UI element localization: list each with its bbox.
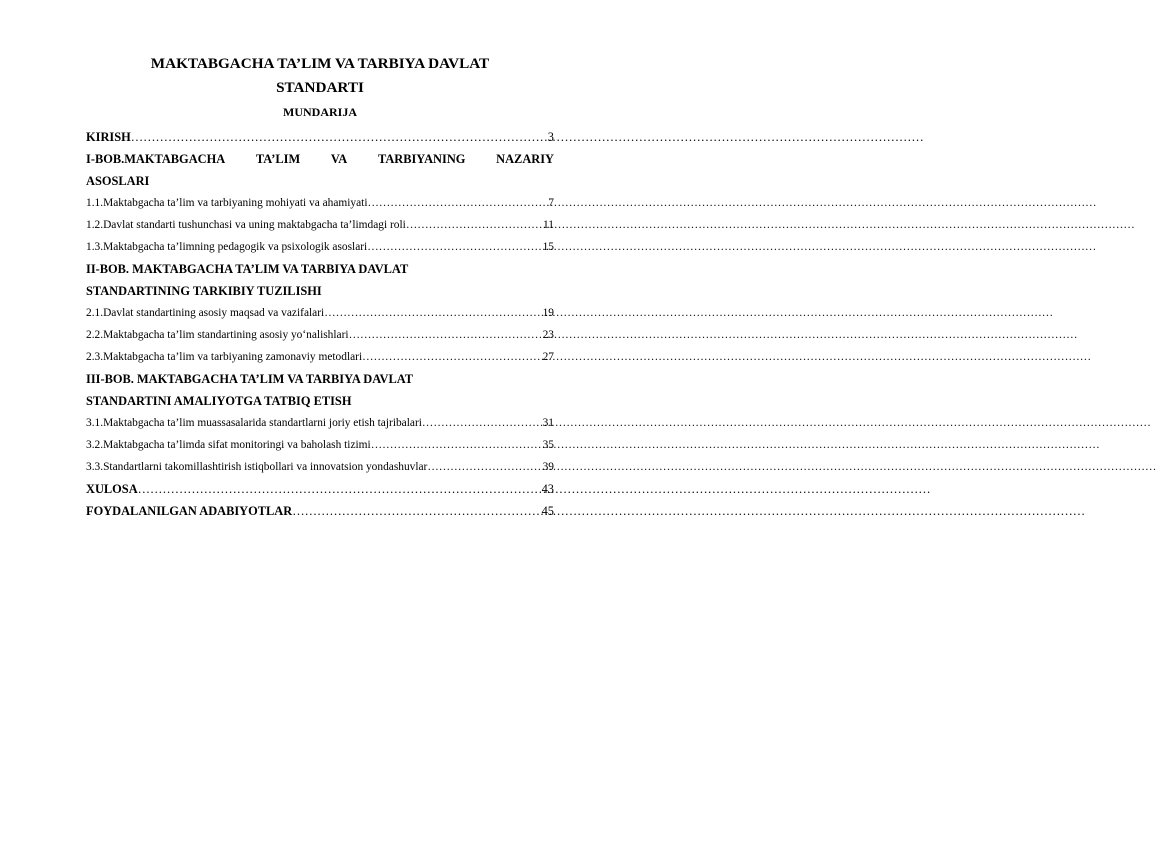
toc-entry-2-3[interactable] xyxy=(86,346,554,368)
toc-entry-2-1[interactable] xyxy=(86,302,554,324)
dot-leader xyxy=(368,192,549,214)
toc-chapter-2[interactable] xyxy=(86,258,554,302)
toc-entry-page: 19 xyxy=(542,307,554,319)
title-line-1: MAKTABGACHA TA’LIM VA TARBIYA DAVLAT xyxy=(150,55,490,72)
dot-leader xyxy=(367,236,542,258)
toc-entry-label: 3.2.Maktabgacha ta’limda sifat monitoringi va baholash tizimi xyxy=(86,439,371,451)
chapter-1-word: NAZARIY xyxy=(496,152,554,166)
chapter-1-line-1 xyxy=(86,148,554,170)
toc-entry-page: 11 xyxy=(543,219,554,231)
toc-entry-page: 45 xyxy=(541,504,554,518)
chapter-3-line-2: STANDARTINI AMALIYOTGA TATBIQ ETISH xyxy=(86,394,352,408)
toc-chapter-1[interactable] xyxy=(86,148,554,192)
toc-entry-1-3[interactable] xyxy=(86,236,554,258)
dot-leader xyxy=(422,412,543,434)
toc-entry-label: 2.3.Maktabgacha ta’lim va tarbiyaning zamonaviy metodlari xyxy=(86,351,363,363)
toc-chapter-3[interactable] xyxy=(86,368,554,412)
table-of-contents xyxy=(86,126,554,522)
dot-leader xyxy=(371,434,543,456)
toc-entry-page: 7 xyxy=(548,197,554,209)
toc-entry-2-2[interactable] xyxy=(86,324,554,346)
dot-leader xyxy=(131,126,548,148)
document-title xyxy=(86,52,554,100)
toc-entry-kirish[interactable] xyxy=(86,126,554,148)
toc-entry-3-1[interactable] xyxy=(86,412,554,434)
toc-entry-3-3[interactable] xyxy=(86,456,554,478)
dot-leader xyxy=(292,500,541,522)
toc-entry-page: 35 xyxy=(542,439,554,451)
toc-entry-page: 31 xyxy=(542,417,554,429)
toc-entry-page: 27 xyxy=(542,351,554,363)
toc-entry-page: 15 xyxy=(542,241,554,253)
toc-entry-label: 3.1.Maktabgacha ta’lim muassasalarida standartlarni joriy etish tajribalari xyxy=(86,417,422,429)
chapter-1-word: TA’LIM xyxy=(255,152,301,166)
toc-entry-3-2[interactable] xyxy=(86,434,554,456)
dot-leader xyxy=(362,346,542,368)
toc-entry-1-2[interactable] xyxy=(86,214,554,236)
chapter-1-word: VA xyxy=(330,152,348,166)
toc-entry-page: 3 xyxy=(547,130,554,144)
chapter-3-line-1: III-BOB. MAKTABGACHA TA’LIM VA TARBIYA DAVLAT xyxy=(86,372,414,386)
toc-entry-label: 1.2.Davlat standarti tushunchasi va uning maktabgacha ta’limdagi roli xyxy=(86,219,406,231)
toc-entry-label: 1.1.Maktabgacha ta’lim va tarbiyaning mohiyati va ahamiyati xyxy=(86,197,368,209)
toc-entry-adabiyotlar[interactable] xyxy=(86,500,554,522)
document-page xyxy=(86,52,554,522)
toc-entry-page: 23 xyxy=(542,329,554,341)
dot-leader xyxy=(324,302,542,324)
toc-entry-page: 39 xyxy=(542,461,554,473)
chapter-1-word: TARBIYANING xyxy=(377,152,466,166)
toc-entry-label: XULOSA xyxy=(86,482,138,496)
contents-heading: MUNDARIJA xyxy=(283,105,357,119)
dot-leader xyxy=(406,214,543,236)
dot-leader xyxy=(349,324,543,346)
chapter-1-line-2: ASOSLARI xyxy=(86,174,150,188)
toc-entry-label: 1.3.Maktabgacha ta’limning pedagogik va psixologik asoslari xyxy=(86,241,368,253)
chapter-1-word: I-BOB.MAKTABGACHA xyxy=(86,152,226,166)
toc-entry-label: 2.2.Maktabgacha ta’lim standartining asosiy yo‘nalishlari xyxy=(86,329,349,341)
toc-entry-label: 2.1.Davlat standartining asosiy maqsad va vazifalari xyxy=(86,307,325,319)
dot-leader xyxy=(138,478,542,500)
chapter-2-line-2: STANDARTINING TARKIBIY TUZILISHI xyxy=(86,284,322,298)
toc-entry-label: FOYDALANILGAN ADABIYOTLAR xyxy=(86,504,293,518)
toc-entry-page: 43 xyxy=(541,482,554,496)
toc-entry-label: KIRISH xyxy=(86,130,131,144)
dot-leader xyxy=(427,456,542,478)
title-line-2: STANDARTI xyxy=(276,79,364,96)
toc-entry-1-1[interactable] xyxy=(86,192,554,214)
toc-entry-label: 3.3.Standartlarni takomillashtirish istiqbollari va innovatsion yondashuvlar xyxy=(86,461,428,473)
chapter-2-line-1: II-BOB. MAKTABGACHA TA’LIM VA TARBIYA DAVLAT xyxy=(86,262,409,276)
toc-entry-xulosa[interactable] xyxy=(86,478,554,500)
